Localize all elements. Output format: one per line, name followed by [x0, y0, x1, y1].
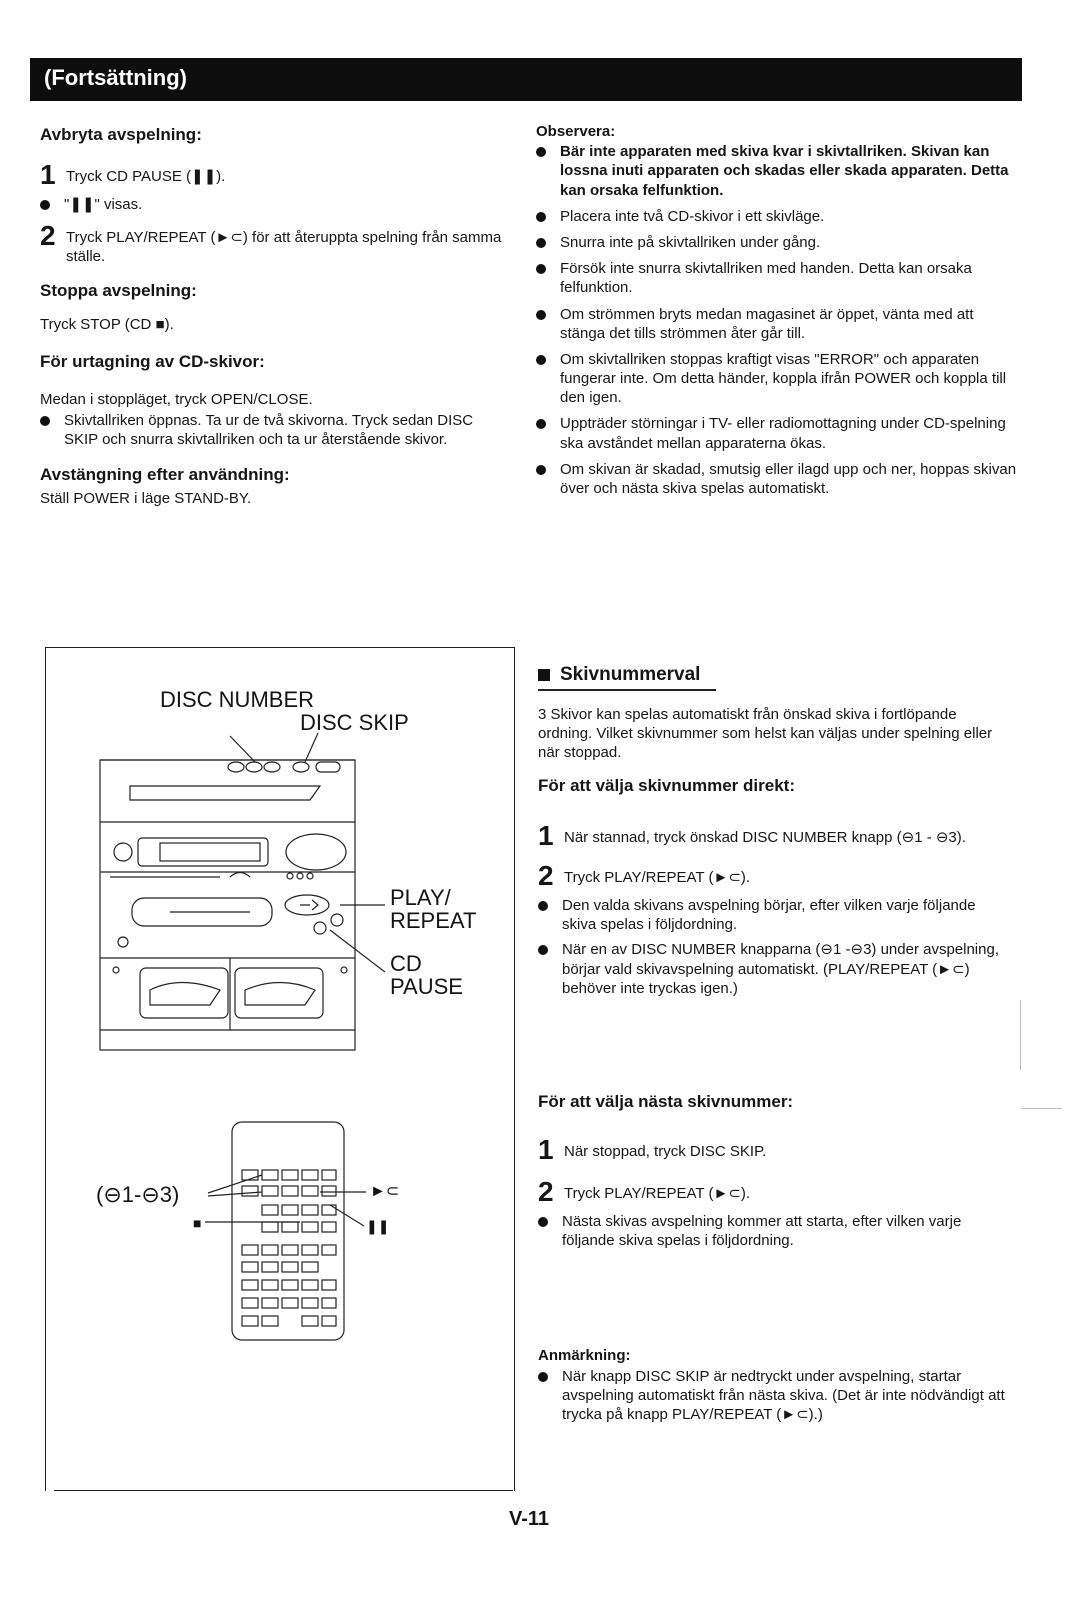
step-number: 1	[40, 159, 56, 190]
observe-item-text: Uppträder störningar i TV- eller radiomottagning under CD-spelning ska avståndet mellan apparaterna ökas.	[560, 415, 1006, 452]
section-heading	[538, 664, 1008, 686]
power-off-heading: Avstängning efter användning:	[40, 465, 290, 485]
pause-step-2-text: Tryck PLAY/REPEAT (►⊂) för att återuppta spelning från samma ställe.	[66, 229, 502, 266]
note-heading: Anmärkning:	[538, 1347, 631, 1365]
remote-button-grid	[242, 1170, 336, 1326]
section-underline	[538, 689, 716, 691]
direct-step-1-text: När stannad, tryck önskad DISC NUMBER knapp (⊖1 - ⊖3).	[564, 829, 966, 847]
remote-pause-label: ❚❚	[366, 1218, 390, 1234]
scan-mark	[1020, 1000, 1021, 1070]
remote-play-label: ►⊂	[370, 1183, 400, 1200]
next-step-2-text: Tryck PLAY/REPEAT (►⊂).	[564, 1185, 751, 1202]
remote-stop-label: ■	[193, 1215, 202, 1231]
cd-pause-label: CD PAUSE	[390, 951, 463, 1000]
observe-item-text: Placera inte två CD-skivor i ett skivläge.	[560, 207, 825, 225]
step-number: 1	[538, 820, 554, 852]
next-step-1-text: När stoppad, tryck DISC SKIP.	[564, 1143, 767, 1160]
stop-heading: Stoppa avspelning:	[40, 280, 197, 300]
observe-item-text: Snurra inte på skivtallriken under gång.	[560, 233, 821, 251]
next-heading: För att välja nästa skivnummer:	[538, 1092, 794, 1111]
observe-heading: Observera:	[536, 123, 616, 140]
page-section-title: (Fortsättning)	[44, 65, 187, 90]
pause-step-1-text: Tryck CD PAUSE (❚❚).	[66, 168, 226, 185]
remove-text: Medan i stoppläget, tryck OPEN/CLOSE.	[40, 390, 313, 408]
direct-heading: För att välja skivnummer direkt:	[538, 776, 795, 796]
section-square-icon	[538, 669, 550, 681]
direct-bullet	[538, 896, 1008, 934]
direct-bullet	[538, 940, 1008, 998]
direct-step-2-text: Tryck PLAY/REPEAT (►⊂).	[564, 869, 751, 887]
step-number: 2	[538, 1176, 554, 1207]
bullet-dot	[538, 901, 548, 911]
observe-item-text: Bär inte apparaten med skiva kvar i skivtallriken. Skivan kan lossna inuti apparaten och skadas eller skada apparaten. Detta kan orsaka felfunktion.	[560, 143, 1009, 199]
section-intro: 3 Skivor kan spelas automatiskt från önskad skiva i fortlöpande ordning. Vilket skivnummer som helst kan väljas under spelning eller när stoppad.	[538, 705, 993, 761]
step-number: 2	[40, 220, 56, 252]
remote-disc-buttons-label: (⊖1-⊖3)	[96, 1182, 180, 1207]
bullet-dot	[538, 1217, 548, 1227]
observe-item-text: Om skivan är skadad, smutsig eller ilagd upp och ner, hoppas skivan över och nästa skiva spelas automatiskt.	[560, 460, 1017, 497]
page-number: V-11	[509, 1508, 550, 1530]
scan-mark	[1022, 1108, 1062, 1109]
direct-step-2	[538, 862, 1008, 890]
next-step-2	[538, 1178, 1008, 1206]
next-step-1	[538, 1136, 1008, 1164]
play-repeat-label: PLAY/ REPEAT	[390, 885, 477, 934]
pause-heading: Avbryta avspelning:	[40, 125, 202, 144]
observe-item-text: Om strömmen bryts medan magasinet är öppet, vänta med att stänga det tills strömmen åter går till.	[560, 305, 974, 342]
bullet-dot	[538, 1372, 548, 1382]
remove-bullet-text: Skivtallriken öppnas. Ta ur de två skivorna. Tryck sedan DISC SKIP och snurra skivtallriken och ta ur återstående skivor.	[64, 411, 474, 449]
remove-heading: För urtagning av CD-skivor:	[40, 351, 265, 371]
observe-item-text: Försök inte snurra skivtallriken med handen. Detta kan orsaka felfunktion.	[560, 260, 972, 297]
note-bullet	[538, 1367, 1008, 1425]
disc-number-label: DISC NUMBER	[160, 687, 315, 712]
direct-bullet-text: När en av DISC NUMBER knapparna (⊖1 -⊖3) under avspelning, börjar vald skivavspelning automatiskt. (PLAY/REPEAT (►⊂) behöver inte tryckas igen.)	[562, 941, 999, 997]
next-bullet-text: Nästa skivas avspelning kommer att starta, efter vilken varje följande skiva spelas i följdordning.	[562, 1213, 962, 1250]
stop-text: Tryck STOP (CD ■).	[40, 315, 174, 333]
power-off-text: Ställ POWER i läge STAND-BY.	[40, 490, 252, 508]
step-number: 2	[538, 860, 554, 892]
next-bullet	[538, 1212, 1008, 1250]
disc-number-section	[538, 664, 1008, 1424]
disc-skip-label: DISC SKIP	[300, 710, 409, 735]
direct-step-1	[538, 822, 1008, 850]
bullet-dot	[538, 945, 548, 955]
observe-item-text: Om skivtallriken stoppas kraftigt visas "ERROR" och apparaten fungerar inte. Om detta händer, koppla ifrån POWER och koppla till den igen.	[560, 350, 1007, 407]
section-title: Skivnummerval	[560, 664, 701, 685]
pause-note-text: "❚❚" visas.	[64, 196, 143, 213]
note-bullet-text: När knapp DISC SKIP är nedtryckt under avspelning, startar avspelning automatiskt från nästa skiva. (Det är inte nödvändigt att trycka på knapp PLAY/REPEAT (►⊂).)	[562, 1367, 1005, 1423]
direct-bullet-text: Den valda skivans avspelning börjar, efter vilken varje följande skiva spelas i följdordning.	[562, 897, 976, 934]
step-number: 1	[538, 1134, 554, 1165]
